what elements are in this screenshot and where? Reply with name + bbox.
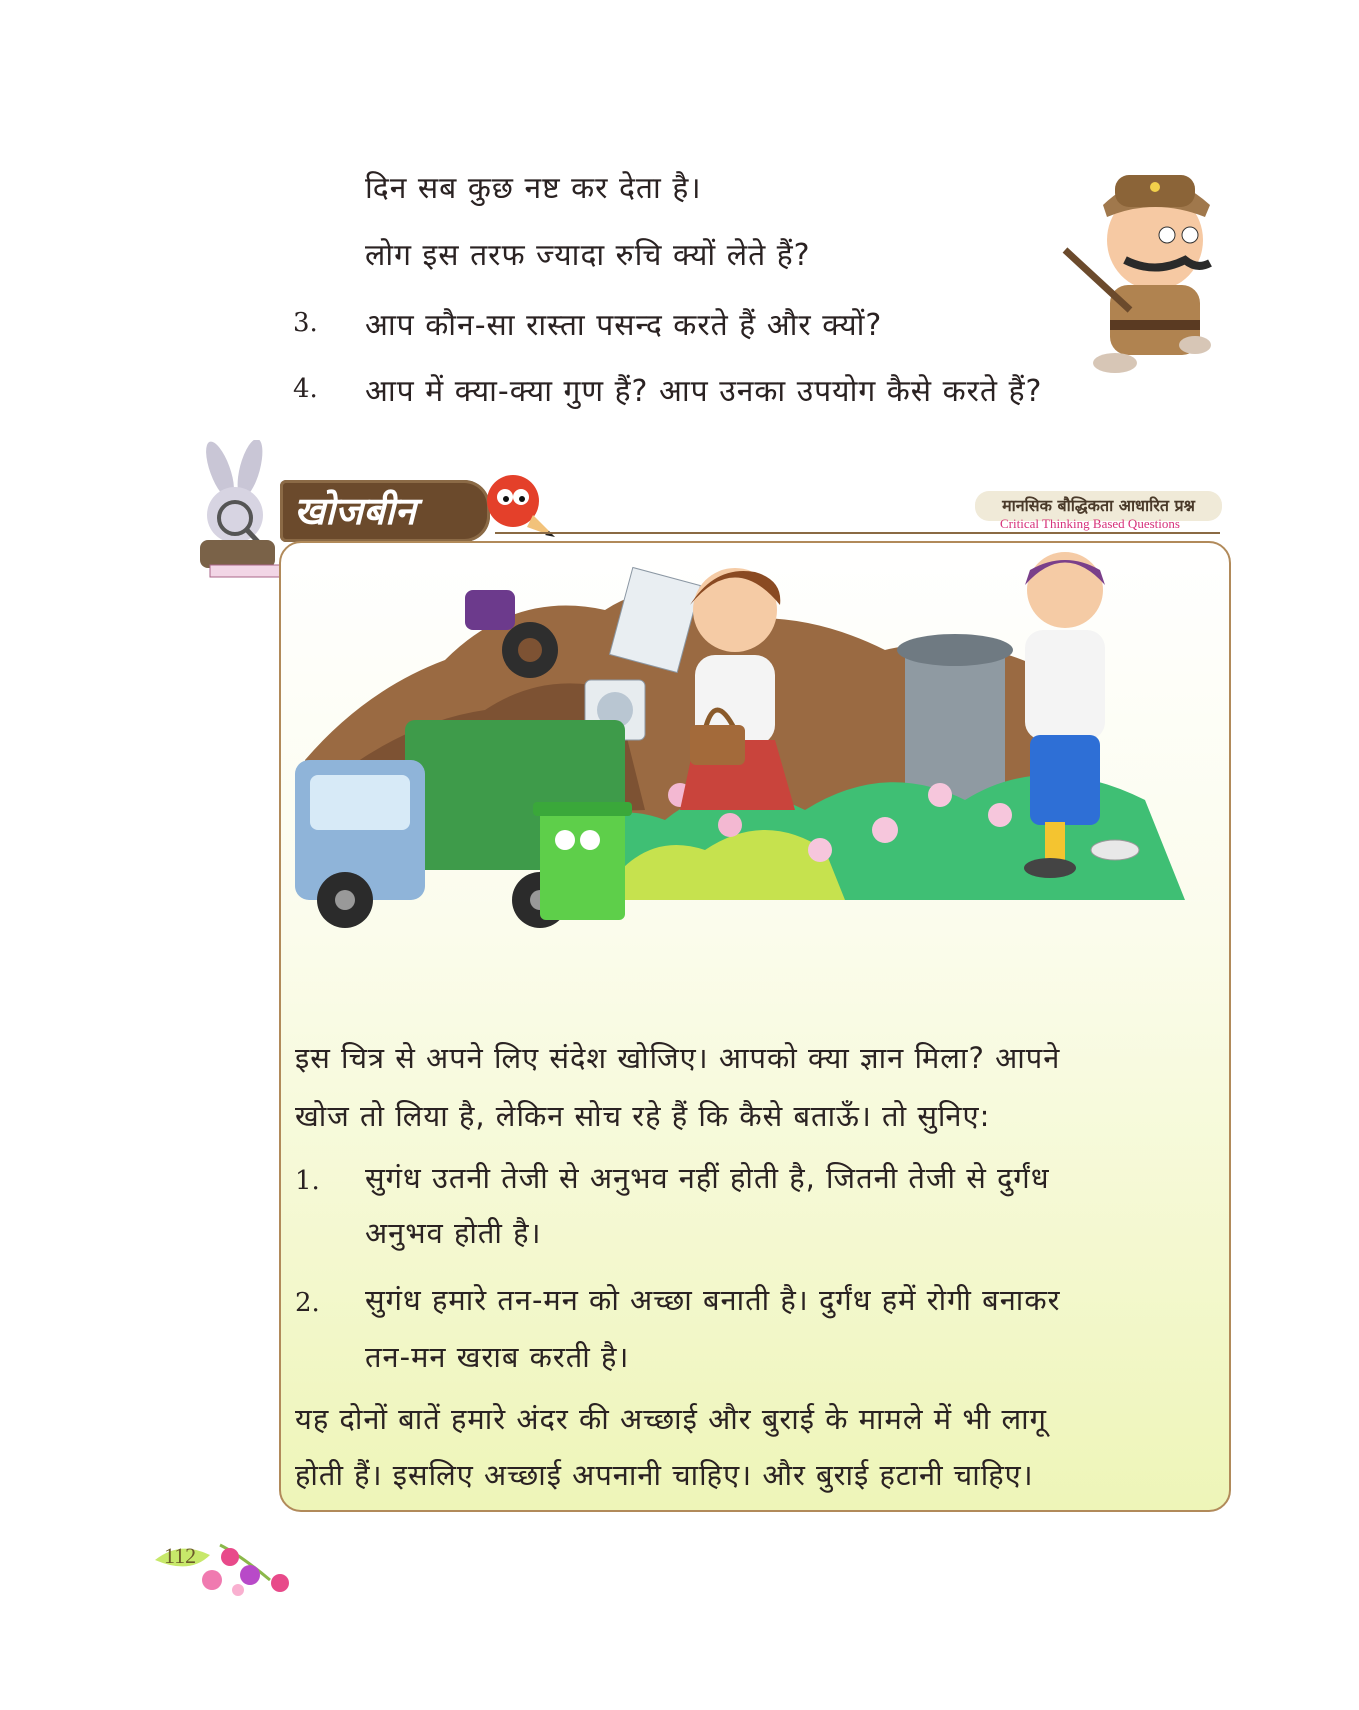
question-number: 4.: [293, 374, 318, 404]
closing-line: यह दोनों बातें हमारे अंदर की अच्छाई और बुराई के मामले में भी लागू: [295, 1402, 1047, 1436]
question-line: लोग इस तरफ ज्यादा रुचि क्यों लेते हैं?: [365, 238, 811, 273]
point-number: 2.: [295, 1288, 320, 1318]
page-number: 112: [164, 1543, 197, 1568]
intro-line: इस चित्र से अपने लिए संदेश खोजिए। आपको क्या ज्ञान मिला? आपने: [295, 1041, 1061, 1075]
section-title: खोजबीन: [294, 488, 416, 533]
intro-line: खोज तो लिया है, लेकिन सोच रहे हैं कि कैसे बताऊँ। तो सुनिए:: [295, 1099, 991, 1133]
continuation-line: दिन सब कुछ नष्ट कर देता है।: [365, 171, 702, 206]
point-text: सुगंध हमारे तन-मन को अच्छा बनाती है। दुर्गंध हमें रोगी बनाकर: [365, 1283, 1061, 1317]
rabbit-mascot-illustration: [175, 440, 295, 585]
subtitle-hindi: मानसिक बौद्धिकता आधारित प्रश्न: [975, 491, 1222, 521]
point-text: अनुभव होती है।: [365, 1216, 542, 1250]
point-number: 1.: [295, 1166, 320, 1196]
question-number: 3.: [293, 308, 318, 338]
point-text: तन-मन खराब करती है।: [365, 1340, 630, 1374]
question-text: आप कौन-सा रास्ता पसन्द करते हैं और क्यों?: [365, 308, 883, 343]
subtitle-english: Critical Thinking Based Questions: [1000, 516, 1180, 531]
policeman-illustration: [1045, 135, 1245, 375]
garbage-scene-illustration: [285, 550, 1225, 1000]
section-title-banner: [280, 480, 490, 542]
question-text: आप में क्या-क्या गुण हैं? आप उनका उपयोग कैसे करते हैं?: [365, 374, 1043, 409]
point-text: सुगंध उतनी तेजी से अनुभव नहीं होती है, जितनी तेजी से दुर्गंध: [365, 1161, 1050, 1195]
closing-line: होती हैं। इसलिए अच्छाई अपनानी चाहिए। और बुराई हटानी चाहिए।: [295, 1458, 1034, 1492]
header-rule: [495, 532, 1220, 534]
